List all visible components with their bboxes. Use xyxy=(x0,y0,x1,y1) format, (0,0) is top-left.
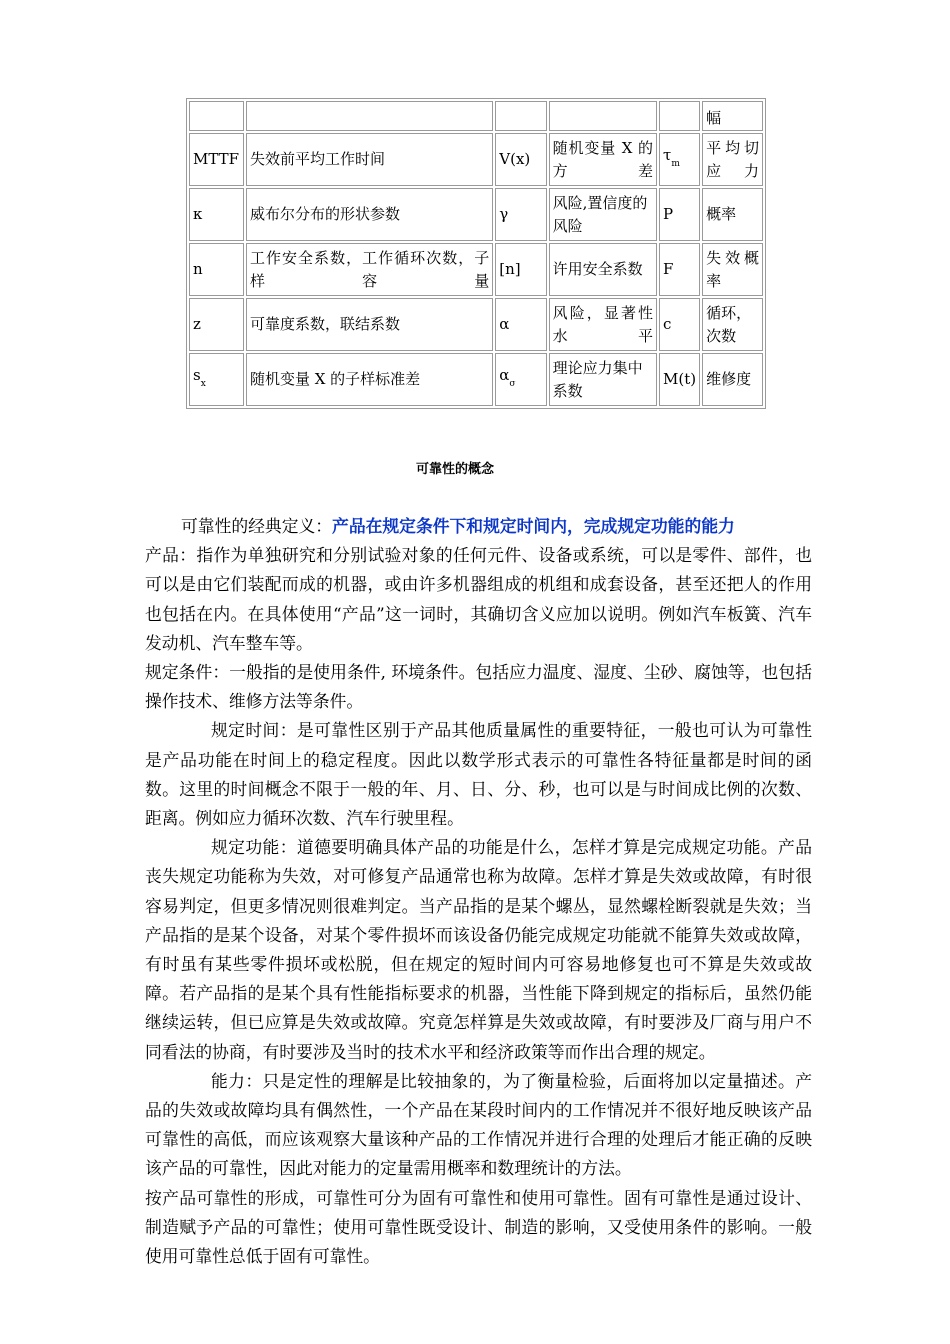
table-cell: 风险，显著性水平 xyxy=(549,298,657,351)
table-cell: α xyxy=(495,298,546,351)
paragraph-conditions: 规定条件：一般指的是使用条件, 环境条件。包括应力温度、湿度、尘砂、腐蚀等，也包括操作技术、维修方法等条件。 xyxy=(145,662,812,712)
table-cell xyxy=(549,101,657,131)
symbol-table xyxy=(186,98,766,409)
body-text xyxy=(145,512,812,1271)
table-row xyxy=(189,188,763,241)
table-cell: 失效前平均工作时间 xyxy=(246,133,493,186)
table-cell: κ xyxy=(189,188,244,241)
table-row xyxy=(189,133,763,186)
table-cell: 概率 xyxy=(702,188,763,241)
table-cell: 循环，次数 xyxy=(702,298,763,351)
table-cell: F xyxy=(659,243,700,296)
paragraph-function: 规定功能：道德要明确具体产品的功能是什么，怎样才算是完成规定功能。产品丧失规定功能称为失效，对可修复产品通常也称为故障。怎样才算是失效或故障，有时很容易判定，但更多情况则很难判定。当产品指的是某个螺丛，显然螺栓断裂就是失效；当产品指的是某个设备，对某个零件损坏而该设备仍能完成规定功能就不能算失效或故障，有时虽有某些零件损坏或松脱，但在规定的短时间内可容易地修复也可不算是失效或故障。若产品指的是某个具有性能指标要求的机器，当性能下降到规定的指标后，虽然仍能继续运转，但已应算是失效或故障。究竟怎样算是失效或故障，有时要涉及厂商与用户不同看法的协商，有时要涉及当时的技术水平和经济政策等而作出合理的规定。 xyxy=(145,837,812,1062)
subscript: σ xyxy=(509,378,516,389)
table-cell: 理论应力集中系数 xyxy=(549,353,657,406)
table-cell xyxy=(495,101,546,131)
definition-highlight: 产品在规定条件下和规定时间内，完成规定功能的能力 xyxy=(332,516,735,536)
table-cell: 可靠度系数，联结系数 xyxy=(246,298,493,351)
definition-lead: 可靠性的经典定义： xyxy=(181,516,333,536)
table-cell: 威布尔分布的形状参数 xyxy=(246,188,493,241)
table-cell: 维修度 xyxy=(702,353,763,406)
table-cell: P xyxy=(659,188,700,241)
table-row xyxy=(189,298,763,351)
table-cell: z xyxy=(189,298,244,351)
table-cell: 许用安全系数 xyxy=(549,243,657,296)
paragraph-ability: 能力：只是定性的理解是比较抽象的，为了衡量检验，后面将加以定量描述。产品的失效或故障均具有偶然性，一个产品在某段时间内的工作情况并不很好地反映该产品可靠性的高低，而应该观察大量该种产品的工作情况并进行合理的处理后才能正确的反映该产品的可靠性，因此对能力的定量需用概率和数理统计的方法。 xyxy=(145,1070,812,1179)
symbol: s xyxy=(193,365,201,384)
table-cell: γ xyxy=(495,188,546,241)
table-cell: V(x) xyxy=(495,133,546,186)
table-cell xyxy=(246,101,493,131)
table-cell xyxy=(659,133,700,186)
symbol: α xyxy=(499,365,510,384)
table-cell xyxy=(495,353,546,406)
table-cell xyxy=(659,101,700,131)
table-cell: n xyxy=(189,243,244,296)
table-cell: 幅 xyxy=(702,101,763,131)
table-row xyxy=(189,101,763,131)
table-cell xyxy=(189,353,244,406)
table-cell: M(t) xyxy=(659,353,700,406)
definition-paragraph xyxy=(145,512,812,541)
table-cell: 工作安全系数，工作循环次数，子样容量 xyxy=(246,243,493,296)
section-title: 可靠性的概念 xyxy=(415,462,494,477)
table-cell: [n] xyxy=(495,243,546,296)
table-cell: 平均切应力 xyxy=(702,133,763,186)
table-cell: 随机变量 X 的方差 xyxy=(549,133,657,186)
subscript: x xyxy=(200,378,206,389)
table-cell: c xyxy=(659,298,700,351)
subscript: m xyxy=(671,158,680,169)
paragraph-product: 产品：指作为单独研究和分别试验对象的任何元件、设备或系统，可以是零件、部件，也可以是由它们装配而成的机器，或由许多机器组成的机组和成套设备，甚至还把人的作用也包括在内。在具体使用“产品”这一词时，其确切含义应加以说明。例如汽车板簧、汽车发动机、汽车整车等。 xyxy=(145,545,812,653)
table-cell: 随机变量 X 的子样标准差 xyxy=(246,353,493,406)
paragraph-types: 按产品可靠性的形成，可靠性可分为固有可靠性和使用可靠性。固有可靠性是通过设计、制造赋予产品的可靠性；使用可靠性既受设计、制造的影响，又受使用条件的影响。一般使用可靠性总低于固有可靠性。 xyxy=(145,1187,812,1267)
table-row xyxy=(189,353,763,406)
symbol: τ xyxy=(663,145,672,164)
paragraph-time: 规定时间：是可靠性区别于产品其他质量属性的重要特征，一般也可认为可靠性是产品功能在时间上的稳定程度。因此以数学形式表示的可靠性各特征量都是时间的函数。这里的时间概念不限于一般的年、月、日、分、秒，也可以是与时间成比例的次数、距离。例如应力循环次数、汽车行驶里程。 xyxy=(145,720,812,829)
table-cell xyxy=(189,101,244,131)
table-cell: 失效概率 xyxy=(702,243,763,296)
table-cell: 风险,置信度的风险 xyxy=(549,188,657,241)
table-row xyxy=(189,243,763,296)
table-cell: MTTF xyxy=(189,133,244,186)
